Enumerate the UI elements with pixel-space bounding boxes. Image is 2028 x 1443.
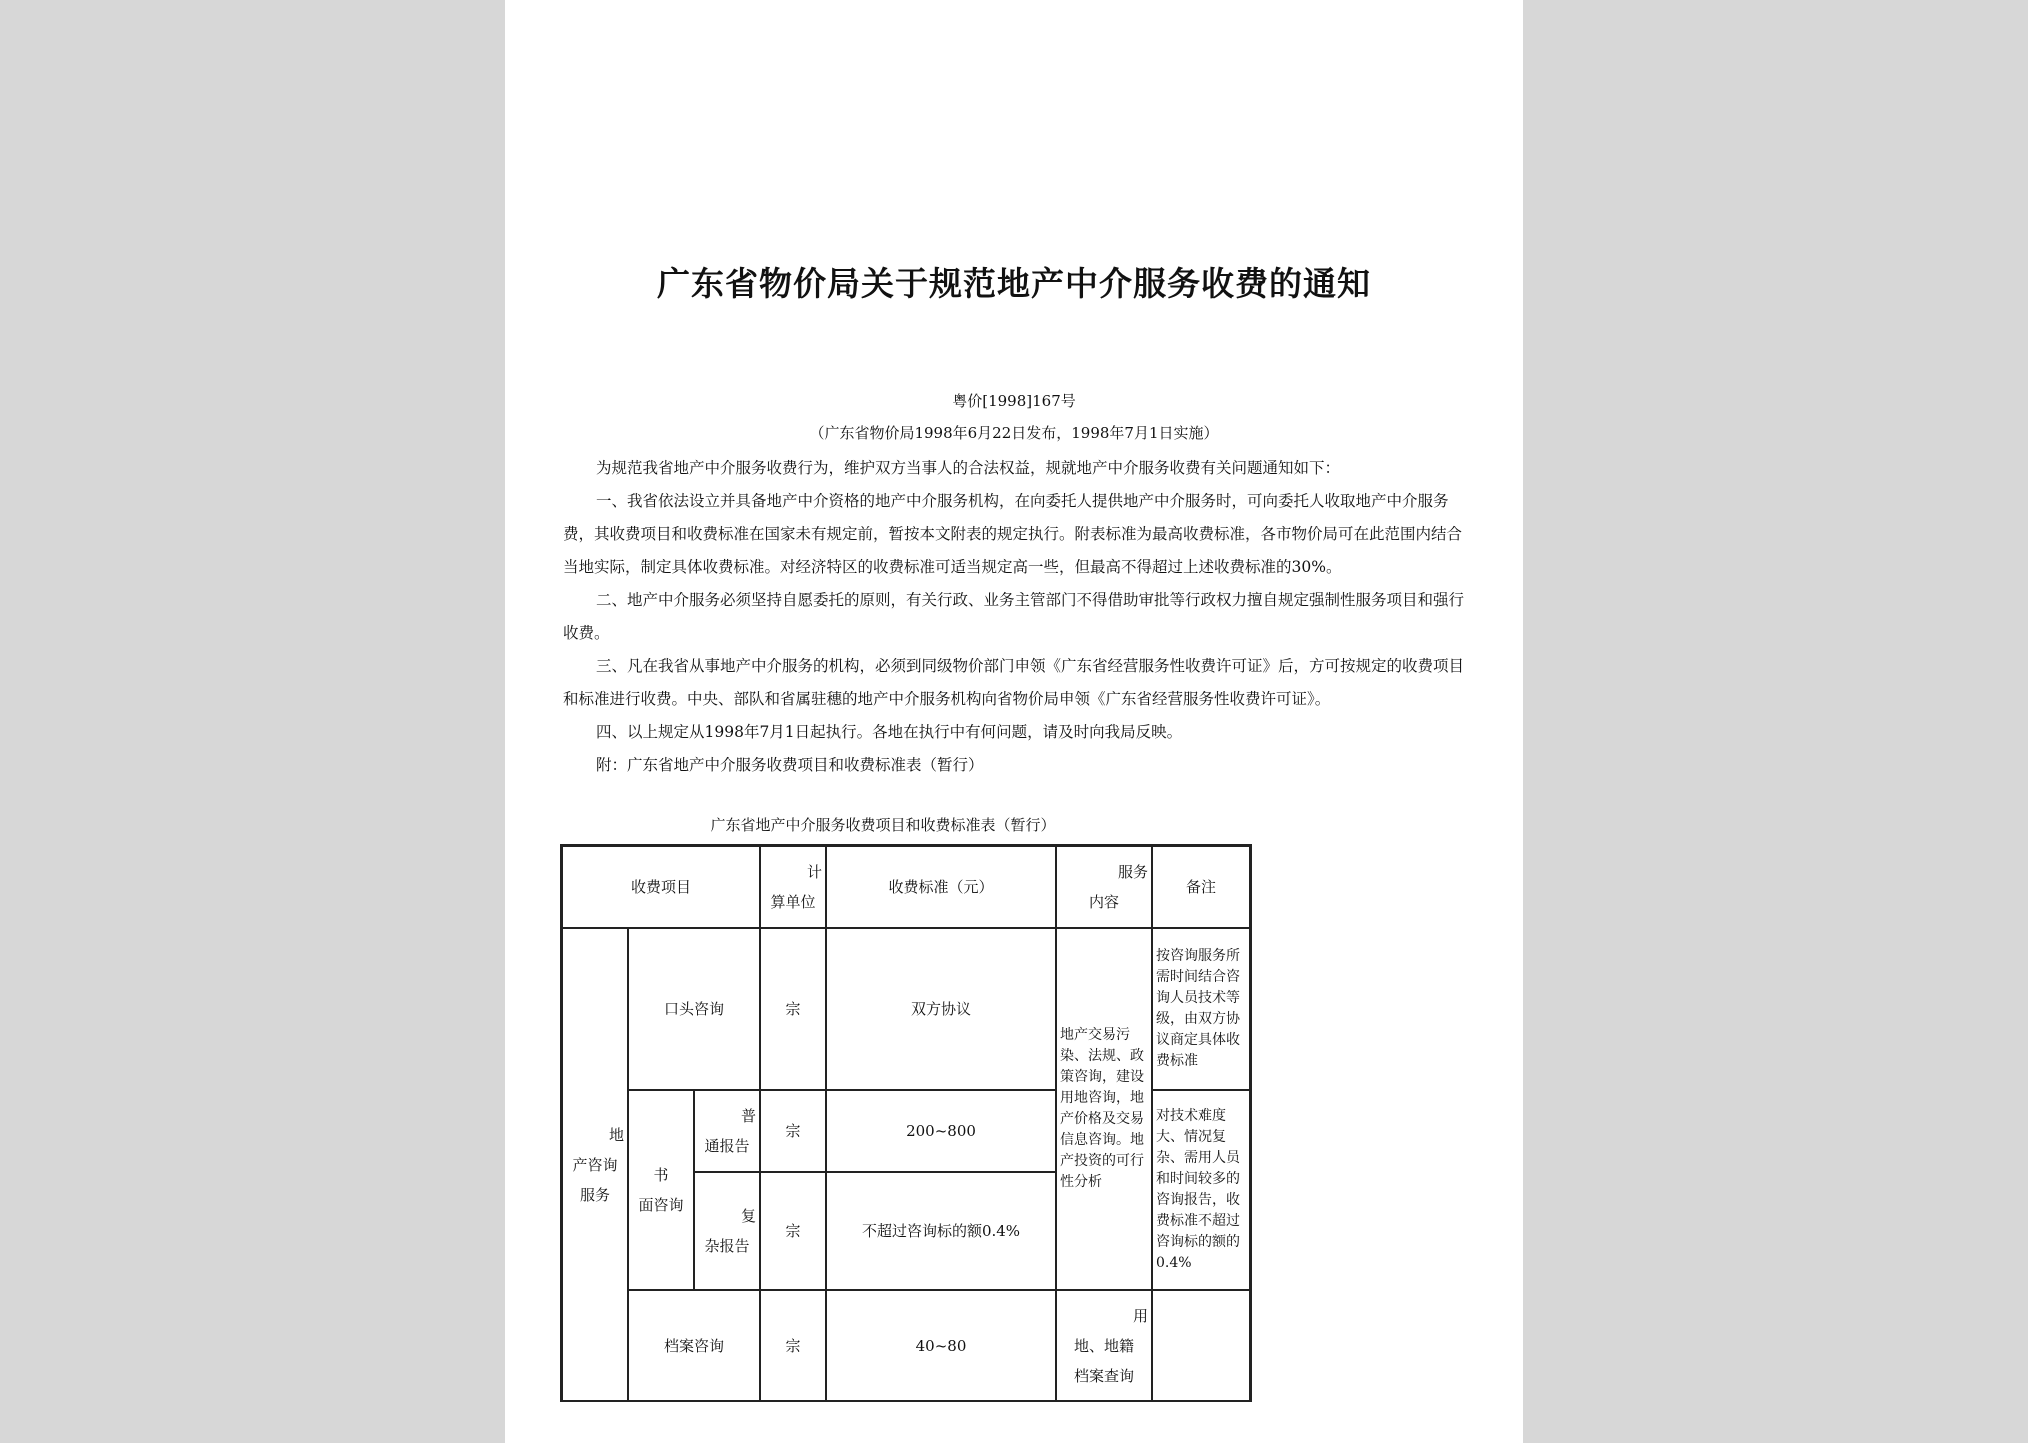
item-normal-report: 普 通报告: [694, 1090, 760, 1172]
table-row: [562, 1290, 1250, 1400]
table-header-row: [562, 846, 1250, 928]
standard-normal: 200~800: [826, 1090, 1056, 1172]
standard-archive: 40~80: [826, 1290, 1056, 1400]
content-archive: 用 地、地籍 档案查询: [1056, 1290, 1152, 1400]
paragraph-2: 二、地产中介服务必须坚持自愿委托的原则，有关行政、业务主管部门不得借助审批等行政权力擅自规定强制性服务项目和强行收费。: [563, 591, 1465, 642]
header-standard: 收费标准（元）: [826, 846, 1056, 928]
unit-normal: 宗: [760, 1090, 826, 1172]
standard-oral: 双方协议: [826, 928, 1056, 1090]
header-content: 服务 内容: [1056, 846, 1152, 928]
fee-table: [560, 844, 1252, 1402]
standard-complex: 不超过咨询标的额0.4%: [826, 1172, 1056, 1290]
publish-info: （广东省物价局1998年6月22日发布，1998年7月1日实施）: [809, 424, 1219, 442]
content-consult: 地产交易污染、法规、政策咨询，建设用地咨询，地产价格及交易信息咨询。地产投资的可行性分析: [1056, 928, 1152, 1290]
document-page: [505, 0, 1523, 1443]
paragraph-1: 一、我省依法设立并具备地产中介资格的地产中介服务机构，在向委托人提供地产中介服务时，可向委托人收取地产中介服务费，其收费项目和收费标准在国家未有规定前，暂按本文附表的规定执行。附表标准为最高收费标准，各市物价局可在此范围内结合当地实际，制定具体收费标准。对经济特区的收费标准可适当规定高一些，但最高不得超过上述收费标准的30%。: [563, 492, 1463, 576]
item-oral: 口头咨询: [628, 928, 760, 1090]
paragraph-intro: 为规范我省地产中介服务收费行为，维护双方当事人的合法权益，规就地产中介服务收费有关问题通知如下：: [596, 459, 1341, 477]
unit-archive: 宗: [760, 1290, 826, 1400]
item-written: 书 面咨询: [628, 1090, 694, 1290]
document-body: [563, 452, 1473, 782]
paragraph-4: 四、以上规定从1998年7月1日起执行。各地在执行中有何问题，请及时向我局反映。: [596, 723, 1183, 741]
header-unit: 计 算单位: [760, 846, 826, 928]
header-remark: 备注: [1152, 846, 1250, 928]
item-archive: 档案咨询: [628, 1290, 760, 1400]
paragraph-3: 三、凡在我省从事地产中介服务的机构，必须到同级物价部门申领《广东省经营服务性收费许可证》后，方可按规定的收费项目和标准进行收费。中央、部队和省属驻穗的地产中介服务机构向省物价局申领《广东省经营服务性收费许可证》。: [563, 657, 1465, 708]
unit-complex: 宗: [760, 1172, 826, 1290]
document-number: 粤价[1998]167号: [952, 392, 1076, 410]
document-title: 广东省物价局关于规范地产中介服务收费的通知: [657, 264, 1371, 303]
unit-oral: 宗: [760, 928, 826, 1090]
table-row: [562, 928, 1250, 1090]
item-complex-report: 复 杂报告: [694, 1172, 760, 1290]
header-item: 收费项目: [562, 846, 760, 928]
category-cell: 地 产咨询 服务: [562, 928, 628, 1400]
remark-written: 对技术难度大、情况复杂、需用人员和时间较多的咨询报告，收费标准不超过咨询标的额的0.4%: [1152, 1090, 1250, 1290]
remark-archive: [1152, 1290, 1250, 1400]
remark-oral: 按咨询服务所需时间结合咨询人员技术等级，由双方协议商定具体收费标准: [1152, 928, 1250, 1090]
table-caption: 广东省地产中介服务收费项目和收费标准表（暂行）: [710, 816, 1056, 834]
paragraph-appendix: 附：广东省地产中介服务收费项目和收费标准表（暂行）: [596, 756, 984, 774]
